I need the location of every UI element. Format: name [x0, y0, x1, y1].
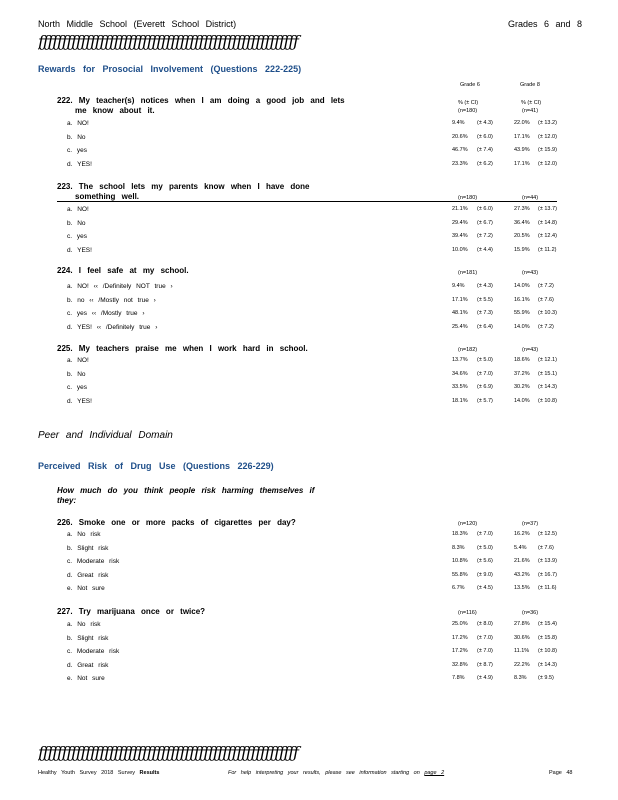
grade8-ci: (± 11.2): [538, 246, 557, 253]
grade6-ci: (± 5.7): [477, 397, 493, 404]
grade8-percent: 43.9%: [514, 147, 530, 153]
grade8-ci: (± 12.5): [538, 531, 557, 537]
grade6-ci: (± 6.4): [477, 323, 493, 330]
option-label: c. Moderate risk: [67, 558, 120, 565]
question-226-title: 226. Smoke one or more packs of cigarettes per day?: [57, 518, 296, 527]
grade8-ci: (± 15.1): [538, 370, 557, 377]
grades-label: Grades 6 and 8: [508, 19, 583, 29]
grade6-ci: (± 4.9): [477, 675, 493, 681]
option-label: c. yes: [67, 233, 87, 240]
grade8-percent: 43.2%: [514, 571, 530, 578]
grade6-percent: 9.4%: [452, 283, 465, 289]
option-label: a. No risk: [67, 531, 101, 538]
option-label: c. yes ‹‹ /Mostly true ›: [67, 310, 145, 317]
grade8-ci: (± 12.1): [538, 357, 557, 363]
footer-help-text: For help interpreting your results, please see information starting on: [228, 770, 420, 776]
grade6-percent: 10.8%: [452, 558, 468, 564]
grade8-percent: 30.2%: [514, 384, 530, 390]
grade6-ci: (± 7.0): [477, 648, 493, 654]
grade8-ci: (± 10.8): [538, 648, 557, 654]
domain-title: Peer and Individual Domain: [38, 430, 173, 441]
grade8-ci: (± 12.0): [538, 160, 557, 167]
option-label: d. YES!: [67, 160, 92, 168]
grade8-percent: 5.4%: [514, 544, 527, 551]
grade8-ci: (± 7.2): [538, 283, 554, 289]
option-label: d. Great risk: [67, 571, 109, 579]
question-222-title: 222. My teacher(s) notices when I am doing a good job and lets: [57, 96, 345, 105]
question-224-n6: (n=181): [458, 270, 478, 276]
question-223-title-cont: something well.: [75, 192, 140, 201]
grade8-pct-header: % (± CI): [521, 100, 542, 106]
grade8-percent: 21.6%: [514, 558, 530, 564]
option-label: b. Slight risk: [67, 544, 109, 552]
grade6-ci: (± 4.4): [477, 246, 493, 253]
grade8-ci: (± 15.8): [538, 634, 557, 641]
grade6-percent: 21.1%: [452, 206, 468, 212]
option-label: c. yes: [67, 147, 87, 154]
grade6-ci: (± 7.0): [477, 531, 493, 537]
page-number: Page 48: [549, 770, 573, 776]
question-227-n6: (n=116): [458, 610, 477, 616]
grade8-percent: 37.2%: [514, 370, 530, 377]
grade8-percent: 15.9%: [514, 246, 530, 253]
grade6-ci: (± 6.0): [477, 133, 493, 140]
option-label: a. No risk: [67, 621, 101, 628]
grade8-ci: (± 10.3): [538, 310, 557, 316]
school-name: North Middle School (Everett School District): [38, 19, 237, 29]
footer-results: Results: [139, 770, 160, 776]
question-222-n6: (n=180): [458, 108, 478, 114]
grade8-ci: (± 13.9): [538, 558, 557, 564]
footer-help: [228, 770, 444, 776]
grade6-percent: 18.3%: [452, 531, 468, 537]
grade6-ci: (± 5.5): [477, 296, 493, 303]
grade8-percent: 14.0%: [514, 323, 530, 330]
grade6-percent: 34.6%: [452, 370, 468, 377]
grade6-ci: (± 7.0): [477, 370, 493, 377]
grade6-pct-header: % (± CI): [458, 100, 479, 106]
grade8-ci: (± 9.5): [538, 675, 554, 681]
option-label: d. YES!: [67, 246, 92, 254]
footer-rule: ƒƒƒƒƒƒƒƒƒƒƒƒƒƒƒƒƒƒƒƒƒƒƒƒƒƒƒƒƒƒƒƒƒƒƒƒƒƒƒƒƒƒƒƒƒƒƒƒƒƒƒƒƒƒƒ: [38, 745, 298, 761]
option-label: b. No: [67, 370, 86, 378]
grade6-ci: (± 4.3): [477, 120, 493, 126]
intro-text-cont: they:: [57, 496, 77, 505]
grade8-percent: 20.5%: [514, 233, 530, 239]
footer-page-link[interactable]: page 2: [424, 770, 445, 776]
grade6-percent: 29.4%: [452, 219, 468, 226]
grade8-percent: 17.1%: [514, 160, 530, 167]
grade6-percent: 46.7%: [452, 147, 468, 153]
question-223-n6: (n=180): [458, 195, 478, 201]
grade8-percent: 17.1%: [514, 133, 530, 140]
grade8-ci: (± 14.3): [538, 661, 557, 668]
option-label: e. Not sure: [67, 675, 105, 682]
grade8-ci: (± 12.0): [538, 133, 557, 140]
grade8-ci: (± 7.6): [538, 296, 554, 303]
grade6-percent: 18.1%: [452, 397, 468, 404]
grade6-percent: 17.2%: [452, 634, 468, 641]
grade8-ci: (± 16.7): [538, 571, 557, 578]
intro-text: How much do you think people risk harming themselves if: [57, 486, 315, 495]
grade8-percent: 14.0%: [514, 283, 530, 289]
grade8-header: Grade 8: [520, 82, 540, 88]
grade8-percent: 27.3%: [514, 206, 530, 212]
question-225-title: 225. My teachers praise me when I work hard in school.: [57, 344, 308, 353]
grade6-ci: (± 6.9): [477, 384, 493, 390]
option-label: c. yes: [67, 384, 87, 391]
grade6-ci: (± 9.0): [477, 571, 493, 578]
grade8-ci: (± 15.4): [538, 621, 557, 627]
option-label: c. Moderate risk: [67, 648, 120, 655]
grade6-ci: (± 5.6): [477, 558, 493, 564]
grade8-percent: 13.5%: [514, 585, 530, 591]
question-224-n8: (n=43): [522, 270, 539, 276]
grade6-ci: (± 6.7): [477, 219, 493, 226]
question-225-n6: (n=182): [458, 347, 478, 353]
grade6-header: Grade 6: [460, 82, 480, 88]
option-label: b. No: [67, 133, 86, 141]
grade6-percent: 32.8%: [452, 661, 468, 668]
grade8-ci: (± 11.6): [538, 585, 557, 591]
option-label: a. NO!: [67, 206, 89, 213]
grade6-percent: 33.5%: [452, 384, 468, 390]
question-223-title: 223. The school lets my parents know when I have done: [57, 182, 310, 191]
grade6-percent: 13.7%: [452, 357, 468, 363]
question-223-n8: (n=44): [522, 195, 539, 201]
option-label: d. YES! ‹‹ /Definitely true ›: [67, 323, 158, 331]
option-label: a. NO!: [67, 357, 89, 364]
footer-survey: [38, 770, 159, 776]
grade8-percent: 11.1%: [514, 648, 530, 654]
grade6-percent: 25.0%: [452, 621, 468, 627]
option-label: a. NO!: [67, 120, 89, 127]
grade6-ci: (± 8.0): [477, 621, 493, 627]
grade6-ci: (± 6.2): [477, 160, 493, 167]
grade6-ci: (± 6.0): [477, 206, 493, 212]
option-label: d. YES!: [67, 397, 92, 405]
grade8-ci: (± 14.8): [538, 219, 557, 226]
grade6-percent: 9.4%: [452, 120, 465, 126]
grade6-percent: 6.7%: [452, 585, 465, 591]
question-227-n8: (n=36): [522, 610, 539, 616]
grade6-percent: 55.8%: [452, 571, 468, 578]
question-224-title: 224. I feel safe at my school.: [57, 266, 189, 275]
grade8-percent: 55.9%: [514, 310, 530, 316]
grade6-ci: (± 5.0): [477, 544, 493, 551]
grade8-ci: (± 7.6): [538, 544, 554, 551]
option-label: b. no ‹‹ /Mostly not true ›: [67, 296, 156, 304]
option-label: a. NO! ‹‹ /Definitely NOT true ›: [67, 283, 173, 290]
grade8-ci: (± 15.9): [538, 147, 557, 153]
grade8-percent: 30.6%: [514, 634, 530, 641]
option-label: b. No: [67, 219, 86, 227]
grade8-percent: 14.0%: [514, 397, 530, 404]
grade8-ci: (± 10.8): [538, 397, 557, 404]
grade6-percent: 39.4%: [452, 233, 468, 239]
grade8-ci: (± 12.4): [538, 233, 557, 239]
grade8-percent: 18.6%: [514, 357, 530, 363]
grade6-percent: 17.2%: [452, 648, 468, 654]
grade8-ci: (± 13.2): [538, 120, 557, 126]
grade6-percent: 23.3%: [452, 160, 468, 167]
option-label: b. Slight risk: [67, 634, 109, 642]
grade6-ci: (± 7.2): [477, 233, 493, 239]
grade6-percent: 7.8%: [452, 675, 465, 681]
grade8-ci: (± 14.3): [538, 384, 557, 390]
header-rule: ƒƒƒƒƒƒƒƒƒƒƒƒƒƒƒƒƒƒƒƒƒƒƒƒƒƒƒƒƒƒƒƒƒƒƒƒƒƒƒƒƒƒƒƒƒƒƒƒƒƒƒƒƒƒƒ: [38, 34, 298, 50]
grade8-percent: 16.1%: [514, 296, 530, 303]
grade6-percent: 20.6%: [452, 133, 468, 140]
grade6-ci: (± 7.0): [477, 634, 493, 641]
question-223-divider: [57, 201, 557, 202]
grade6-percent: 8.3%: [452, 544, 465, 551]
grade8-percent: 8.3%: [514, 675, 527, 681]
question-226-n8: (n=37): [522, 521, 539, 527]
footer-survey-label: Healthy Youth Survey 2018 Survey: [38, 770, 136, 776]
grade6-ci: (± 7.4): [477, 147, 493, 153]
grade6-percent: 25.4%: [452, 323, 468, 330]
grade6-ci: (± 5.0): [477, 357, 493, 363]
question-227-title: 227. Try marijuana once or twice?: [57, 607, 206, 616]
grade6-ci: (± 4.5): [477, 585, 493, 591]
grade6-percent: 17.1%: [452, 296, 468, 303]
grade6-ci: (± 8.7): [477, 661, 493, 668]
grade6-percent: 48.1%: [452, 310, 468, 316]
option-label: e. Not sure: [67, 585, 105, 592]
section-title-drug-risk: Perceived Risk of Drug Use (Questions 226-229): [38, 461, 274, 471]
grade8-percent: 16.2%: [514, 531, 530, 537]
question-225-n8: (n=43): [522, 347, 539, 353]
question-222-title-cont: me know about it.: [75, 106, 155, 115]
question-222-n8: (n=41): [522, 108, 539, 114]
grade8-percent: 22.0%: [514, 120, 530, 126]
grade6-ci: (± 4.3): [477, 283, 493, 289]
grade8-percent: 36.4%: [514, 219, 530, 226]
section-title-rewards: Rewards for Prosocial Involvement (Questions 222-225): [38, 64, 302, 74]
grade8-ci: (± 7.2): [538, 323, 554, 330]
grade8-percent: 27.8%: [514, 621, 530, 627]
option-label: d. Great risk: [67, 661, 109, 669]
grade6-ci: (± 7.3): [477, 310, 493, 316]
question-226-n6: (n=120): [458, 521, 478, 527]
grade8-percent: 22.2%: [514, 661, 530, 668]
grade8-ci: (± 13.7): [538, 206, 557, 212]
grade6-percent: 10.0%: [452, 246, 468, 253]
